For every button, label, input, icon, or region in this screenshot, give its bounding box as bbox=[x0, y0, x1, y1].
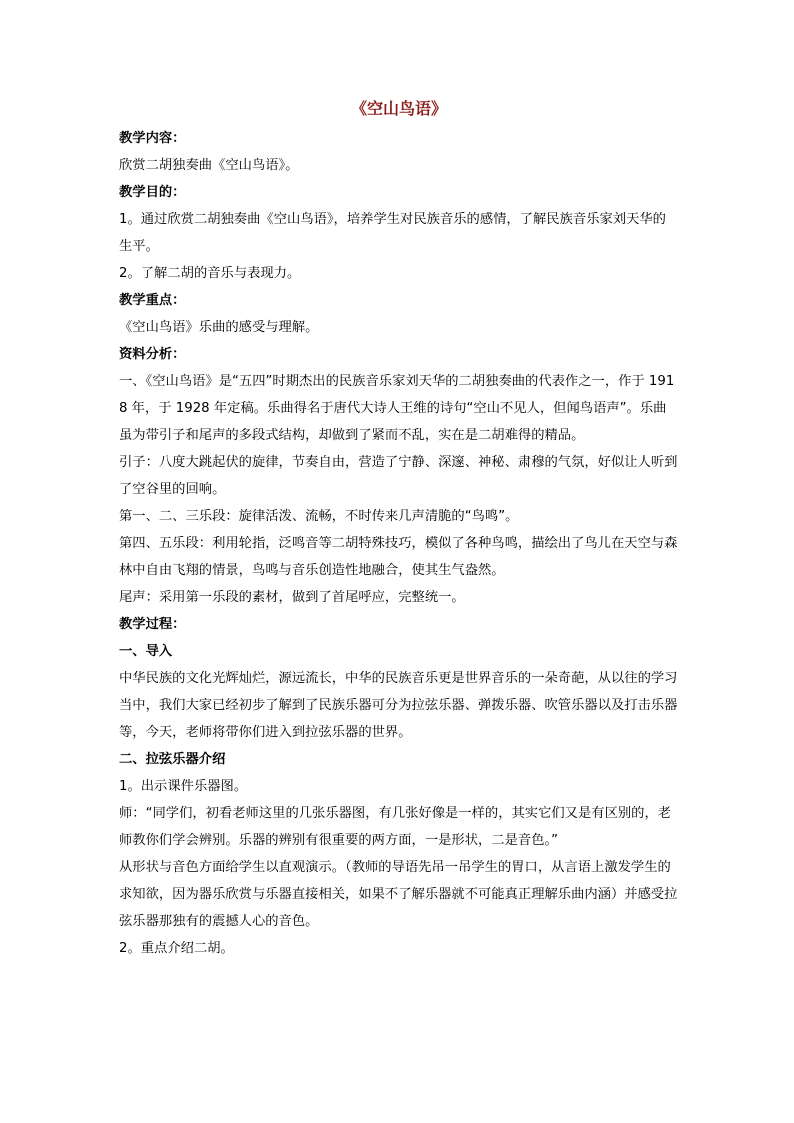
section-heading: 教学目的： bbox=[119, 185, 186, 200]
paragraph: 1。通过欣赏二胡独奏曲《空山鸟语》，培养学生对民族音乐的感情，了解民族音乐家刘天华的生平。 bbox=[119, 212, 666, 254]
paragraph: 师：“同学们，初看老师这里的几张乐器图，有几张好像是一样的，其实它们又是有区别的，老师教你们学会辨别。乐器的辨别有很重要的两方面，一是形状，二是音色。” bbox=[119, 806, 672, 848]
section-heading: 教学过程： bbox=[119, 617, 186, 632]
document-body bbox=[119, 125, 679, 962]
section-heading: 教学内容： bbox=[119, 131, 186, 146]
paragraph: 1。出示课件乐器图。 bbox=[119, 779, 248, 794]
section-heading: 二、拉弦乐器介绍 bbox=[119, 752, 226, 767]
paragraph: 尾声：采用第一乐段的素材，做到了首尾呼应，完整统一。 bbox=[119, 590, 465, 605]
paragraph: 2。了解二胡的音乐与表现力。 bbox=[119, 266, 301, 281]
paragraph: 从形状与音色方面给学生以直观演示。（教师的导语先吊一吊学生的胃口，从言语上激发学生的求知欲，因为器乐欣赏与乐器直接相关，如果不了解乐器就不可能真正理解乐曲内涵）并感受拉弦乐器那独有的震撼人心的音色。 bbox=[119, 860, 678, 929]
paragraph: 引子：八度大跳起伏的旋律，节奏自由，营造了宁静、深邃、神秘、肃穆的气氛，好似让人听到了空谷里的回响。 bbox=[119, 455, 678, 497]
paragraph: 第四、五乐段：利用轮指，泛鸣音等二胡特殊技巧，模似了各种鸟鸣，描绘出了鸟儿在天空与森林中自由飞翔的情景，鸟鸣与音乐创造性地融合，使其生气盎然。 bbox=[119, 536, 678, 578]
paragraph: 中华民族的文化光辉灿烂，源远流长，中华的民族音乐更是世界音乐的一朵奇葩，从以往的学习当中，我们大家已经初步了解到了民族乐器可分为拉弦乐器、弹拨乐器、吹管乐器以及打击乐器等，今天，老师将带你们进入到拉弦乐器的世界。 bbox=[119, 671, 678, 740]
paragraph: 《空山鸟语》乐曲的感受与理解。 bbox=[119, 320, 319, 335]
document-page bbox=[119, 96, 679, 962]
paragraph: 一、《空山鸟语》是“五四”时期杰出的民族音乐家刘天华的二胡独奏曲的代表作之一，作于 1918 年，于 1928 年定稿。乐曲得名于唐代大诗人王维的诗句“空山不见人，但闻鸟语声”。乐曲虽为带引子和尾声的多段式结构，却做到了紧而不乱，实在是二胡难得的精品。 bbox=[119, 374, 675, 443]
paragraph: 2。重点介绍二胡。 bbox=[119, 941, 234, 956]
document-title: 《空山鸟语》 bbox=[350, 99, 447, 118]
section-heading: 一、导入 bbox=[119, 644, 173, 659]
paragraph: 第一、二、三乐段：旋律活泼、流畅，不时传来几声清脆的“鸟鸣”。 bbox=[119, 509, 519, 524]
section-heading: 资料分析： bbox=[119, 347, 186, 362]
paragraph: 欣赏二胡独奏曲《空山鸟语》。 bbox=[119, 158, 299, 173]
section-heading: 教学重点： bbox=[119, 293, 186, 308]
